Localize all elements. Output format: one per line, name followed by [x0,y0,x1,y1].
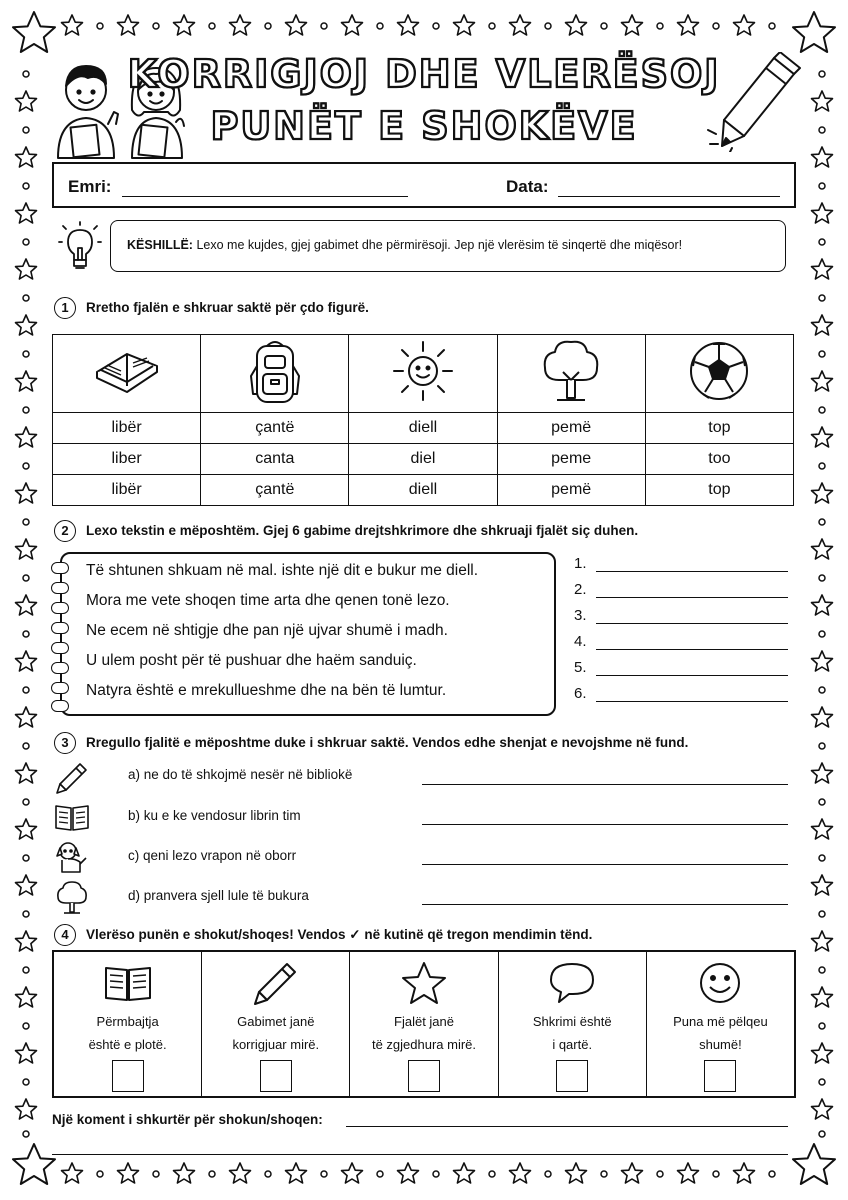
sentence-a: a) ne do të shkojmë nesër në bibliokë [128,767,353,782]
evaluation-text-line: korrigjuar mirë. [232,1037,320,1052]
evaluation-text-line: Gabimet janë [237,1014,315,1029]
section-1-number: 1 [54,297,76,319]
evaluation-cell-content [54,952,202,1096]
sentence-c-answer-line[interactable] [422,864,788,865]
evaluation-checkbox[interactable] [408,1060,440,1092]
tree-icon [54,880,90,914]
text-line-3: Ne ecem në shtigje dhe pan një ujvar shumë i madh. [86,622,448,639]
notebook-ring [51,562,69,574]
word-row-2 [53,444,794,475]
notebook-ring [51,582,69,594]
speech-bubble-icon [547,960,597,1006]
worksheet-title-line-1: KORRIGJOJ DHE VLERËSOJ [127,52,721,96]
dog-icon [54,840,90,874]
tip-label: KËSHILLË: [127,238,193,252]
evaluation-text [354,1010,493,1056]
evaluation-cell-corrections [202,952,350,1096]
notebook-ring [51,602,69,614]
evaluation-text-line: Shkrimi është [532,1014,612,1029]
answer-line-4[interactable] [596,649,788,650]
book-icon [91,336,163,406]
evaluation-text-line: i qartë. [552,1037,593,1052]
word-row-1 [53,413,794,444]
word-option[interactable]: pemë [497,413,645,444]
comment-line-1[interactable] [346,1126,788,1127]
date-label: Data: [506,177,549,196]
book-icon [103,960,153,1006]
evaluation-text-line: është e plotë. [88,1037,167,1052]
text-line-4: U ulem posht për të pushuar dhe haëm sanduiç. [86,652,417,669]
sentence-b: b) ku e ke vendosur librin tim [128,808,301,823]
pencil-icon [700,52,810,152]
answer-number-4: 4. [574,633,587,650]
sentence-b-answer-line[interactable] [422,824,788,825]
word-row-3 [53,475,794,506]
answer-number-3: 3. [574,607,587,624]
answer-line-6[interactable] [596,701,788,702]
section-3-number: 3 [54,732,76,754]
backpack-icon [239,336,311,406]
word-option[interactable]: canta [201,444,349,475]
date-field[interactable] [558,196,780,197]
section-2-number: 2 [54,520,76,542]
cell-book [53,335,201,413]
pencil-icon [251,960,301,1006]
answer-line-1[interactable] [596,571,788,572]
answer-number-1: 1. [574,555,587,572]
sun-icon [387,336,459,406]
evaluation-checkbox[interactable] [260,1060,292,1092]
section-3-instruction: Rregullo fjalitë e mëposhtme duke i shkruar saktë. Vendos edhe shenjat e nevojshme në fund. [86,735,689,750]
word-option[interactable]: çantë [201,475,349,506]
tree-icon [535,336,607,406]
evaluation-text-line: Përmbajtja [96,1014,159,1029]
text-line-5: Natyra është e mrekullueshme dhe na bën të lumtur. [86,682,447,699]
pencil-icon [54,760,90,794]
word-choice-table [52,334,794,506]
answer-line-3[interactable] [596,623,788,624]
notebook-text-box [60,552,556,716]
notebook-ring [51,700,69,712]
tip-text: Lexo me kujdes, gjej gabimet dhe përmirësoji. Jep një vlerësim të sinqertë dhe miqësor! [192,238,683,252]
word-option[interactable]: peme [497,444,645,475]
evaluation-text-line: shumë! [699,1037,742,1052]
word-option[interactable]: diell [349,413,497,444]
worksheet-title-line-2: PUNËT E SHOKËVE [210,104,638,148]
section-1-instruction: Rretho fjalën e shkruar saktë për çdo figurë. [86,300,369,315]
evaluation-cell-handwriting [499,952,647,1096]
word-option[interactable]: top [645,413,793,444]
evaluation-cell-words [350,952,498,1096]
section-4-number: 4 [54,924,76,946]
book-icon [54,800,90,834]
name-date-box [52,162,796,208]
word-option[interactable]: libër [53,475,201,506]
sentence-a-answer-line[interactable] [422,784,788,785]
word-option[interactable]: top [645,475,793,506]
evaluation-grid [52,950,796,1098]
evaluation-text [503,1010,642,1056]
notebook-ring [51,682,69,694]
cell-sun [349,335,497,413]
evaluation-text [206,1010,345,1056]
evaluation-text-line: Puna më pëlqeu [673,1014,768,1029]
smiley-icon [695,960,745,1006]
answer-line-5[interactable] [596,675,788,676]
word-option[interactable]: diell [349,475,497,506]
word-option[interactable]: libër [53,413,201,444]
lightbulb-icon [58,220,102,274]
word-option[interactable]: liber [53,444,201,475]
text-line-1: Të shtunen shkuam në mal. ishte një dit e bukur me diell. [86,562,479,579]
answer-number-5: 5. [574,659,587,676]
cell-tree [497,335,645,413]
evaluation-checkbox[interactable] [556,1060,588,1092]
answer-number-6: 6. [574,685,587,702]
tip-box [110,220,786,272]
word-option[interactable]: çantë [201,413,349,444]
comment-line-2[interactable] [52,1154,788,1155]
star-icon [399,960,449,1006]
evaluation-text [58,1010,197,1056]
notebook-ring [51,662,69,674]
evaluation-cell-liked [647,952,794,1096]
sentence-d-answer-line[interactable] [422,904,788,905]
sentence-c: c) qeni lezo vrapon në oborr [128,848,297,863]
cell-backpack [201,335,349,413]
evaluation-text [651,1010,790,1056]
section-4-instruction: Vlerëso punën e shokut/shoqes! Vendos ✓ në kutinë që tregon mendimin tënd. [86,927,593,942]
word-option[interactable]: too [645,444,793,475]
answer-line-2[interactable] [596,597,788,598]
name-label: Emri: [68,177,112,196]
evaluation-text-line: Fjalët janë [394,1014,454,1029]
evaluation-text-line: të zgjedhura mirë. [371,1037,477,1052]
text-line-2: Mora me vete shoqen time arta dhe qenen tonë lezo. [86,592,450,609]
answer-number-2: 2. [574,581,587,598]
evaluation-checkbox[interactable] [112,1060,144,1092]
evaluation-checkbox[interactable] [704,1060,736,1092]
notebook-ring [51,642,69,654]
word-option[interactable]: diel [349,444,497,475]
sentence-d: d) pranvera sjell lule të bukura [128,888,309,903]
notebook-ring [51,622,69,634]
cell-ball [645,335,793,413]
ball-icon [683,336,755,406]
comment-label: Një koment i shkurtër për shokun/shoqen: [52,1112,323,1127]
section-2-instruction: Lexo tekstin e mëposhtëm. Gjej 6 gabime drejtshkrimore dhe shkruaji fjalët siç duhen. [86,523,639,538]
word-option[interactable]: pemë [497,475,645,506]
name-field[interactable] [122,196,408,197]
